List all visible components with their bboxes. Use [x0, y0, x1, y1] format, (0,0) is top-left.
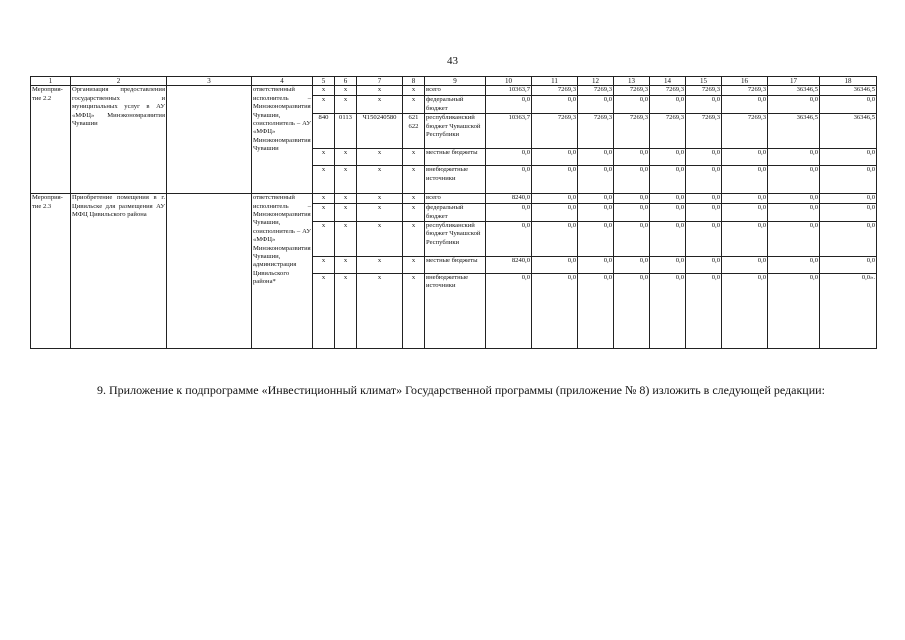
amount-cell: 0,0	[486, 149, 532, 166]
expense-code-cell: x	[403, 257, 425, 274]
column-number: 6	[335, 77, 357, 86]
amount-cell: 0,0	[486, 166, 532, 194]
column-number: 18	[820, 77, 877, 86]
column-number: 7	[357, 77, 403, 86]
measure-code: Мероприя-тие 2.2	[31, 86, 71, 194]
amount-cell: 0,0	[532, 96, 578, 114]
amount-cell: 0,0».	[820, 274, 877, 349]
target-code-cell: x	[357, 222, 403, 257]
amount-cell: 8240,0	[486, 257, 532, 274]
executor-cell: ответственный исполнитель – Минэкономразвития Чувашии, соисполнитель – АУ «МФЦ» Минэкономразвития Чувашии	[252, 86, 313, 194]
amount-cell: 7269,3	[532, 86, 578, 96]
gr-code-cell: x	[313, 96, 335, 114]
amount-cell: 0,0	[650, 194, 686, 204]
expense-code-cell: x	[403, 149, 425, 166]
executor-cell: ответственный исполнитель – Минэкономразвития Чувашии, соисполнитель – АУ «МФЦ» Минэкономразвития Чувашии, администрация Цивильского района*	[252, 194, 313, 349]
amount-cell: 0,0	[722, 204, 768, 222]
target-code-cell: x	[357, 86, 403, 96]
column-number: 13	[614, 77, 650, 86]
column-number: 10	[486, 77, 532, 86]
gr-code-cell: x	[313, 194, 335, 204]
amount-cell: 7269,3	[532, 114, 578, 149]
table-row	[31, 86, 877, 96]
amount-cell: 0,0	[722, 194, 768, 204]
amount-cell: 0,0	[650, 222, 686, 257]
funding-source-cell: федеральный бюджет	[425, 204, 486, 222]
amount-cell: 0,0	[578, 166, 614, 194]
amount-cell: 0,0	[532, 149, 578, 166]
column-number: 4	[252, 77, 313, 86]
section-code-cell: x	[335, 204, 357, 222]
column-number: 17	[768, 77, 820, 86]
expense-code-cell: x	[403, 96, 425, 114]
amount-cell: 0,0	[686, 222, 722, 257]
amount-cell: 0,0	[686, 166, 722, 194]
expense-code-cell: x	[403, 204, 425, 222]
amount-cell: 0,0	[768, 166, 820, 194]
amount-cell: 0,0	[532, 222, 578, 257]
amount-cell: 0,0	[578, 149, 614, 166]
expense-code-cell: x	[403, 166, 425, 194]
gr-code-cell: x	[313, 204, 335, 222]
amount-cell: 36346,5	[820, 114, 877, 149]
gr-code-cell: 840	[313, 114, 335, 149]
amount-cell: 0,0	[532, 194, 578, 204]
amount-cell: 36346,5	[820, 86, 877, 96]
amount-cell: 0,0	[614, 149, 650, 166]
section-code-cell: x	[335, 149, 357, 166]
amount-cell: 0,0	[614, 274, 650, 349]
amount-cell: 0,0	[686, 257, 722, 274]
amount-cell: 0,0	[578, 204, 614, 222]
page-number: 43	[447, 55, 458, 67]
funding-source-cell: республиканский бюджет Чувашской Республики	[425, 114, 486, 149]
column-3-cell	[167, 86, 252, 194]
section-code-cell: x	[335, 194, 357, 204]
amount-cell: 7269,3	[722, 114, 768, 149]
section-code-cell: x	[335, 274, 357, 349]
table-row	[31, 194, 877, 204]
funding-source-cell: внебюджетные источники	[425, 166, 486, 194]
column-number: 8	[403, 77, 425, 86]
amount-cell: 0,0	[614, 222, 650, 257]
expense-code-cell: x	[403, 222, 425, 257]
section-code-cell: x	[335, 166, 357, 194]
amount-cell: 0,0	[650, 149, 686, 166]
amount-cell: 0,0	[722, 149, 768, 166]
funding-source-cell: республиканский бюджет Чувашской Республики	[425, 222, 486, 257]
amount-cell: 0,0	[820, 222, 877, 257]
amount-cell: 7269,3	[686, 114, 722, 149]
amount-cell: 0,0	[578, 257, 614, 274]
amount-cell: 0,0	[486, 222, 532, 257]
amount-cell: 0,0	[650, 204, 686, 222]
section-code-cell: 0113	[335, 114, 357, 149]
column-number: 5	[313, 77, 335, 86]
amount-cell: 0,0	[820, 204, 877, 222]
target-code-cell: x	[357, 166, 403, 194]
amount-cell: 36346,5	[768, 86, 820, 96]
amount-cell: 10363,7	[486, 86, 532, 96]
instruction-paragraph: 9. Приложение к подпрограмме «Инвестиционный климат» Государственной программы (приложение № 8) изложить в следующей редакции:	[97, 383, 825, 397]
column-number: 11	[532, 77, 578, 86]
amount-cell: 0,0	[820, 166, 877, 194]
column-number: 3	[167, 77, 252, 86]
amount-cell: 0,0	[686, 96, 722, 114]
amount-cell: 0,0	[820, 194, 877, 204]
target-code-cell: x	[357, 204, 403, 222]
section-code-cell: x	[335, 96, 357, 114]
amount-cell: 0,0	[650, 274, 686, 349]
amount-cell: 0,0	[820, 257, 877, 274]
gr-code-cell: x	[313, 222, 335, 257]
amount-cell: 0,0	[486, 204, 532, 222]
amount-cell: 0,0	[486, 274, 532, 349]
expense-code-cell: x	[403, 86, 425, 96]
amount-cell: 0,0	[578, 194, 614, 204]
amount-cell: 0,0	[614, 257, 650, 274]
target-code-cell: x	[357, 194, 403, 204]
amount-cell: 0,0	[532, 274, 578, 349]
column-3-cell	[167, 194, 252, 349]
column-number: 16	[722, 77, 768, 86]
gr-code-cell: x	[313, 86, 335, 96]
amount-cell: 0,0	[768, 222, 820, 257]
measure-name: Организация предоставления государственных и муниципальных услуг в АУ «МФЦ» Минэкономразвития Чувашии	[71, 86, 167, 194]
expense-code-cell: x	[403, 274, 425, 349]
amount-cell: 36346,5	[768, 114, 820, 149]
target-code-cell: x	[357, 96, 403, 114]
amount-cell: 0,0	[686, 274, 722, 349]
amount-cell: 0,0	[578, 96, 614, 114]
gr-code-cell: x	[313, 274, 335, 349]
target-code-cell: x	[357, 149, 403, 166]
amount-cell: 0,0	[532, 204, 578, 222]
amount-cell: 0,0	[532, 257, 578, 274]
expense-code-cell: 621 622	[403, 114, 425, 149]
funding-source-cell: местные бюджеты	[425, 149, 486, 166]
funding-source-cell: всего	[425, 194, 486, 204]
gr-code-cell: x	[313, 257, 335, 274]
expense-code-cell: x	[403, 194, 425, 204]
amount-cell: 7269,3	[614, 114, 650, 149]
amount-cell: 7269,3	[578, 86, 614, 96]
amount-cell: 0,0	[614, 96, 650, 114]
measure-name: Приобретение помещения в г. Цивильске для размещения АУ МФЦ Цивильского района	[71, 194, 167, 349]
amount-cell: 7269,3	[686, 86, 722, 96]
amount-cell: 0,0	[578, 222, 614, 257]
funding-source-cell: всего	[425, 86, 486, 96]
amount-cell: 0,0	[650, 257, 686, 274]
amount-cell: 0,0	[686, 204, 722, 222]
amount-cell: 0,0	[722, 274, 768, 349]
column-number: 9	[425, 77, 486, 86]
amount-cell: 0,0	[722, 166, 768, 194]
amount-cell: 0,0	[722, 257, 768, 274]
amount-cell: 0,0	[768, 274, 820, 349]
amount-cell: 7269,3	[722, 86, 768, 96]
gr-code-cell: x	[313, 149, 335, 166]
amount-cell: 0,0	[650, 166, 686, 194]
amount-cell: 8240,0	[486, 194, 532, 204]
amount-cell: 7269,3	[650, 114, 686, 149]
target-code-cell: x	[357, 257, 403, 274]
amount-cell: 7269,3	[614, 86, 650, 96]
amount-cell: 0,0	[614, 204, 650, 222]
amount-cell: 0,0	[686, 149, 722, 166]
measure-code: Мероприя-тие 2.3	[31, 194, 71, 349]
amount-cell: 0,0	[820, 149, 877, 166]
amount-cell: 0,0	[820, 96, 877, 114]
column-number-row	[31, 77, 877, 86]
amount-cell: 0,0	[768, 96, 820, 114]
amount-cell: 0,0	[768, 149, 820, 166]
amount-cell: 7269,3	[650, 86, 686, 96]
column-number: 2	[71, 77, 167, 86]
amount-cell: 0,0	[486, 96, 532, 114]
gr-code-cell: x	[313, 166, 335, 194]
amount-cell: 0,0	[722, 96, 768, 114]
column-number: 12	[578, 77, 614, 86]
target-code-cell: Ч150240580	[357, 114, 403, 149]
amount-cell: 0,0	[578, 274, 614, 349]
amount-cell: 0,0	[650, 96, 686, 114]
amount-cell: 0,0	[614, 166, 650, 194]
amount-cell: 0,0	[532, 166, 578, 194]
section-code-cell: x	[335, 257, 357, 274]
funding-source-cell: внебюджетные источники	[425, 274, 486, 349]
amount-cell: 0,0	[722, 222, 768, 257]
amount-cell: 0,0	[614, 194, 650, 204]
budget-table	[30, 76, 877, 349]
amount-cell: 0,0	[768, 204, 820, 222]
column-number: 15	[686, 77, 722, 86]
amount-cell: 0,0	[768, 257, 820, 274]
funding-source-cell: федеральный бюджет	[425, 96, 486, 114]
column-number: 1	[31, 77, 71, 86]
amount-cell: 0,0	[686, 194, 722, 204]
column-number: 14	[650, 77, 686, 86]
section-code-cell: x	[335, 86, 357, 96]
funding-source-cell: местные бюджеты	[425, 257, 486, 274]
section-code-cell: x	[335, 222, 357, 257]
target-code-cell: x	[357, 274, 403, 349]
amount-cell: 7269,3	[578, 114, 614, 149]
amount-cell: 10363,7	[486, 114, 532, 149]
amount-cell: 0,0	[768, 194, 820, 204]
